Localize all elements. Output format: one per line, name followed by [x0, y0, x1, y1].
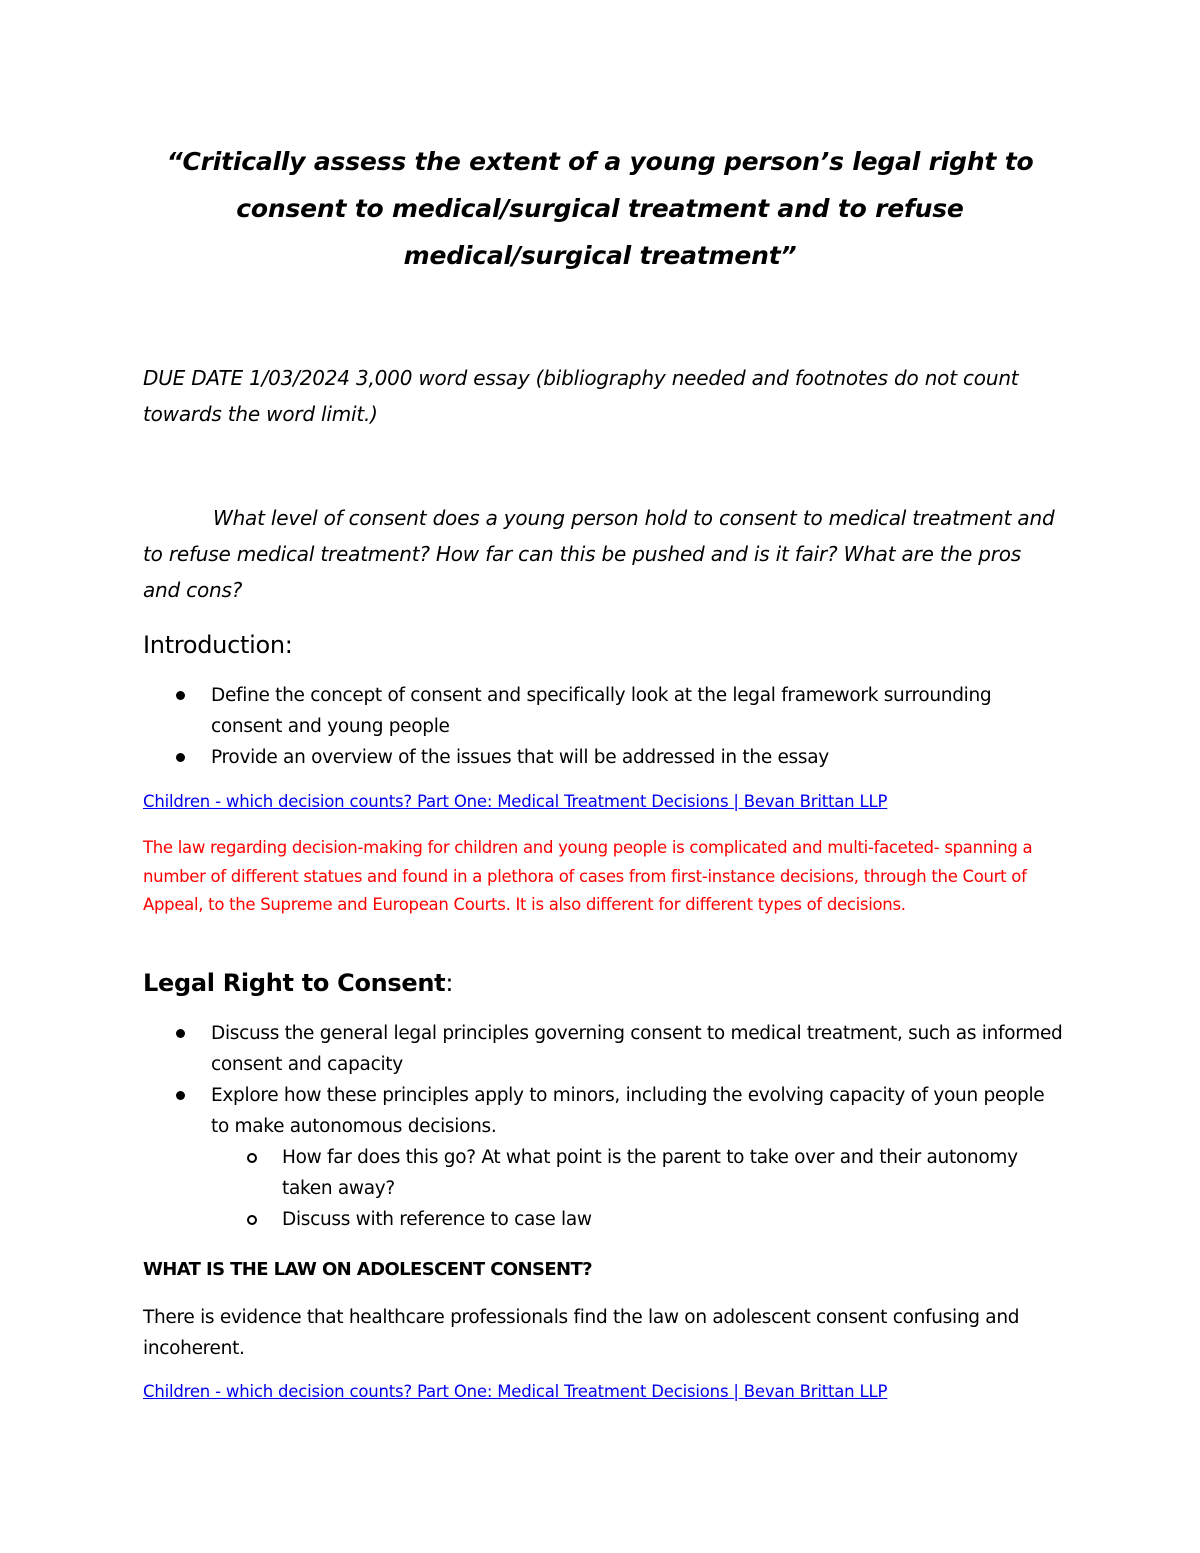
legal-right-heading-text: Legal Right to Consent — [143, 969, 446, 997]
bullet-icon — [176, 691, 185, 700]
bullet-icon — [176, 1091, 185, 1100]
bullet-icon — [176, 753, 185, 762]
sub-list-item — [211, 1142, 1063, 1204]
circle-bullet-icon — [247, 1153, 257, 1163]
essay-question: What level of consent does a young person hold to consent to medical treatment and to refuse medical treatment? How far can this be pushed and is it fair? What are the pros and cons? — [143, 506, 1055, 602]
list-item — [143, 1018, 1063, 1080]
circle-bullet-icon — [247, 1215, 257, 1225]
bullet-text: Define the concept of consent and specifically look at the legal framework surrounding consent and young people — [211, 685, 992, 737]
sub-bullet-text: How far does this go? At what point is the parent to take over and their autonomy taken away? — [282, 1147, 1018, 1199]
bevan-brittan-link[interactable]: Children - which decision counts? Part One: Medical Treatment Decisions | Bevan Brittan LLP — [143, 792, 888, 811]
list-item — [143, 742, 1063, 773]
bullet-text: Discuss the general legal principles governing consent to medical treatment, such as informed consent and capacity — [211, 1023, 1063, 1075]
legal-right-bullet-list — [143, 1018, 1063, 1235]
legal-right-heading — [143, 968, 453, 998]
due-date-line: DUE DATE 1/03/2024 3,000 word essay (bibliography needed and footnotes do not count towards the word limit.) — [143, 366, 1019, 426]
bevan-brittan-link-2[interactable]: Children - which decision counts? Part One: Medical Treatment Decisions | Bevan Brittan LLP — [143, 1382, 888, 1401]
sub-list-item — [211, 1204, 1063, 1235]
list-item — [143, 1080, 1063, 1235]
bullet-icon — [176, 1029, 185, 1038]
sub-bullet-list — [211, 1142, 1063, 1235]
introduction-heading: Introduction: — [143, 631, 293, 659]
essay-title: “Critically assess the extent of a young person’s legal right to consent to medical/surgical treatment and to refuse medical/surgical treatment” — [166, 147, 1034, 270]
list-item — [143, 680, 1063, 742]
introduction-bullet-list — [143, 680, 1063, 773]
bullet-text: Explore how these principles apply to minors, including the evolving capacity of youn people to make autonomous decisions. — [211, 1085, 1045, 1137]
sub-bullet-text: Discuss with reference to case law — [282, 1209, 592, 1230]
red-note-paragraph: The law regarding decision-making for children and young people is complicated and multi-faceted- spanning a number of different statues and found in a plethora of cases from first-instance decisions, through the Court of Appeal, to the Supreme and European Courts. It is also different for different types of decisions. — [143, 838, 1033, 914]
legal-right-heading-colon: : — [445, 969, 454, 997]
adolescent-consent-heading: WHAT IS THE LAW ON ADOLESCENT CONSENT? — [143, 1259, 593, 1280]
adolescent-consent-paragraph: There is evidence that healthcare professionals find the law on adolescent consent confusing and incoherent. — [143, 1307, 1020, 1359]
bullet-text: Provide an overview of the issues that will be addressed in the essay — [211, 747, 829, 768]
